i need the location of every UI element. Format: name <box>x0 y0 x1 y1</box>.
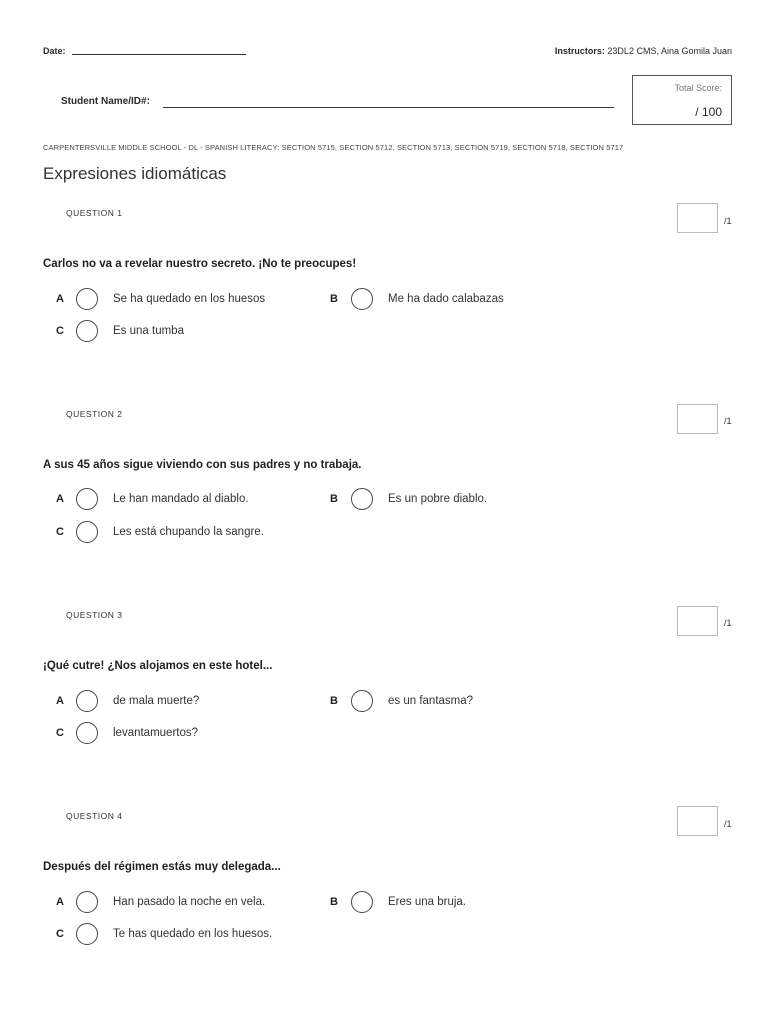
option-text: de mala muerte? <box>113 695 200 707</box>
option-b-radio[interactable] <box>351 288 373 310</box>
total-score-box <box>632 75 732 125</box>
points-input[interactable] <box>677 606 718 636</box>
option-a-radio[interactable] <box>76 288 98 310</box>
option-a-radio[interactable] <box>76 690 98 712</box>
question-label: QUESTION 4 <box>66 811 123 821</box>
question-text: Después del régimen estás muy delegada... <box>43 861 281 873</box>
points-max: /1 <box>724 618 732 628</box>
points-input[interactable] <box>677 404 718 434</box>
option-c-radio[interactable] <box>76 320 98 342</box>
student-name-label: Student Name/ID#: <box>61 96 150 107</box>
option-b-radio[interactable] <box>351 488 373 510</box>
option-b-radio[interactable] <box>351 690 373 712</box>
option-letter: A <box>56 695 64 707</box>
question-text: Carlos no va a revelar nuestro secreto. ¡No te preocupes! <box>43 258 357 270</box>
option-text: levantamuertos? <box>113 727 199 739</box>
option-letter: B <box>330 293 338 305</box>
option-c-radio[interactable] <box>76 521 98 543</box>
instructors-value: 23DL2 CMS, Aina Gomila Juan <box>607 46 732 56</box>
option-letter: C <box>56 928 64 940</box>
question-label: QUESTION 3 <box>66 610 123 620</box>
date-label: Date: <box>43 46 66 56</box>
points-input[interactable] <box>677 203 718 233</box>
instructors-label: Instructors: <box>554 46 605 56</box>
option-c-radio[interactable] <box>76 722 98 744</box>
option-a-radio[interactable] <box>76 488 98 510</box>
question-text: A sus 45 años sigue viviendo con sus padres y no trabaja. <box>43 459 362 471</box>
points-max: /1 <box>724 819 732 829</box>
date-field[interactable] <box>72 54 246 55</box>
points-input[interactable] <box>677 806 718 836</box>
student-name-field[interactable] <box>163 107 614 108</box>
option-letter: A <box>56 493 64 505</box>
option-text: es un fantasma? <box>388 695 474 707</box>
option-c-radio[interactable] <box>76 923 98 945</box>
option-text: Les está chupando la sangre. <box>113 526 264 538</box>
question-label: QUESTION 1 <box>66 208 123 218</box>
points-max: /1 <box>724 416 732 426</box>
total-score-value: / 100 <box>695 105 722 119</box>
option-letter: A <box>56 896 64 908</box>
question-label: QUESTION 2 <box>66 409 123 419</box>
option-text: Es un pobre diablo. <box>388 493 488 505</box>
school-section-line: CARPENTERSVILLE MIDDLE SCHOOL - DL - SPANISH LITERACY: SECTION 5715, SECTION 5712, SECTION 5713, SECTION 5719, SECTION 5718, SECTION 5717 <box>43 143 624 152</box>
option-text: Te has quedado en los huesos. <box>113 928 273 940</box>
question-text: ¡Qué cutre! ¿Nos alojamos en este hotel... <box>43 660 273 672</box>
total-score-label: Total Score: <box>674 83 722 93</box>
option-letter: C <box>56 727 64 739</box>
option-b-radio[interactable] <box>351 891 373 913</box>
option-text: Me ha dado calabazas <box>388 293 504 305</box>
instructors-info <box>555 46 732 56</box>
page-title: Expresiones idiomáticas <box>43 164 227 183</box>
option-a-radio[interactable] <box>76 891 98 913</box>
option-letter: B <box>330 695 338 707</box>
option-text: Es una tumba <box>113 325 184 337</box>
option-letter: C <box>56 325 64 337</box>
option-letter: A <box>56 293 64 305</box>
option-letter: C <box>56 526 64 538</box>
option-text: Eres una bruja. <box>388 896 466 908</box>
option-letter: B <box>330 896 338 908</box>
option-text: Han pasado la noche en vela. <box>113 896 266 908</box>
option-letter: B <box>330 493 338 505</box>
option-text: Le han mandado al diablo. <box>113 493 249 505</box>
points-max: /1 <box>724 216 732 226</box>
option-text: Se ha quedado en los huesos <box>113 293 266 305</box>
